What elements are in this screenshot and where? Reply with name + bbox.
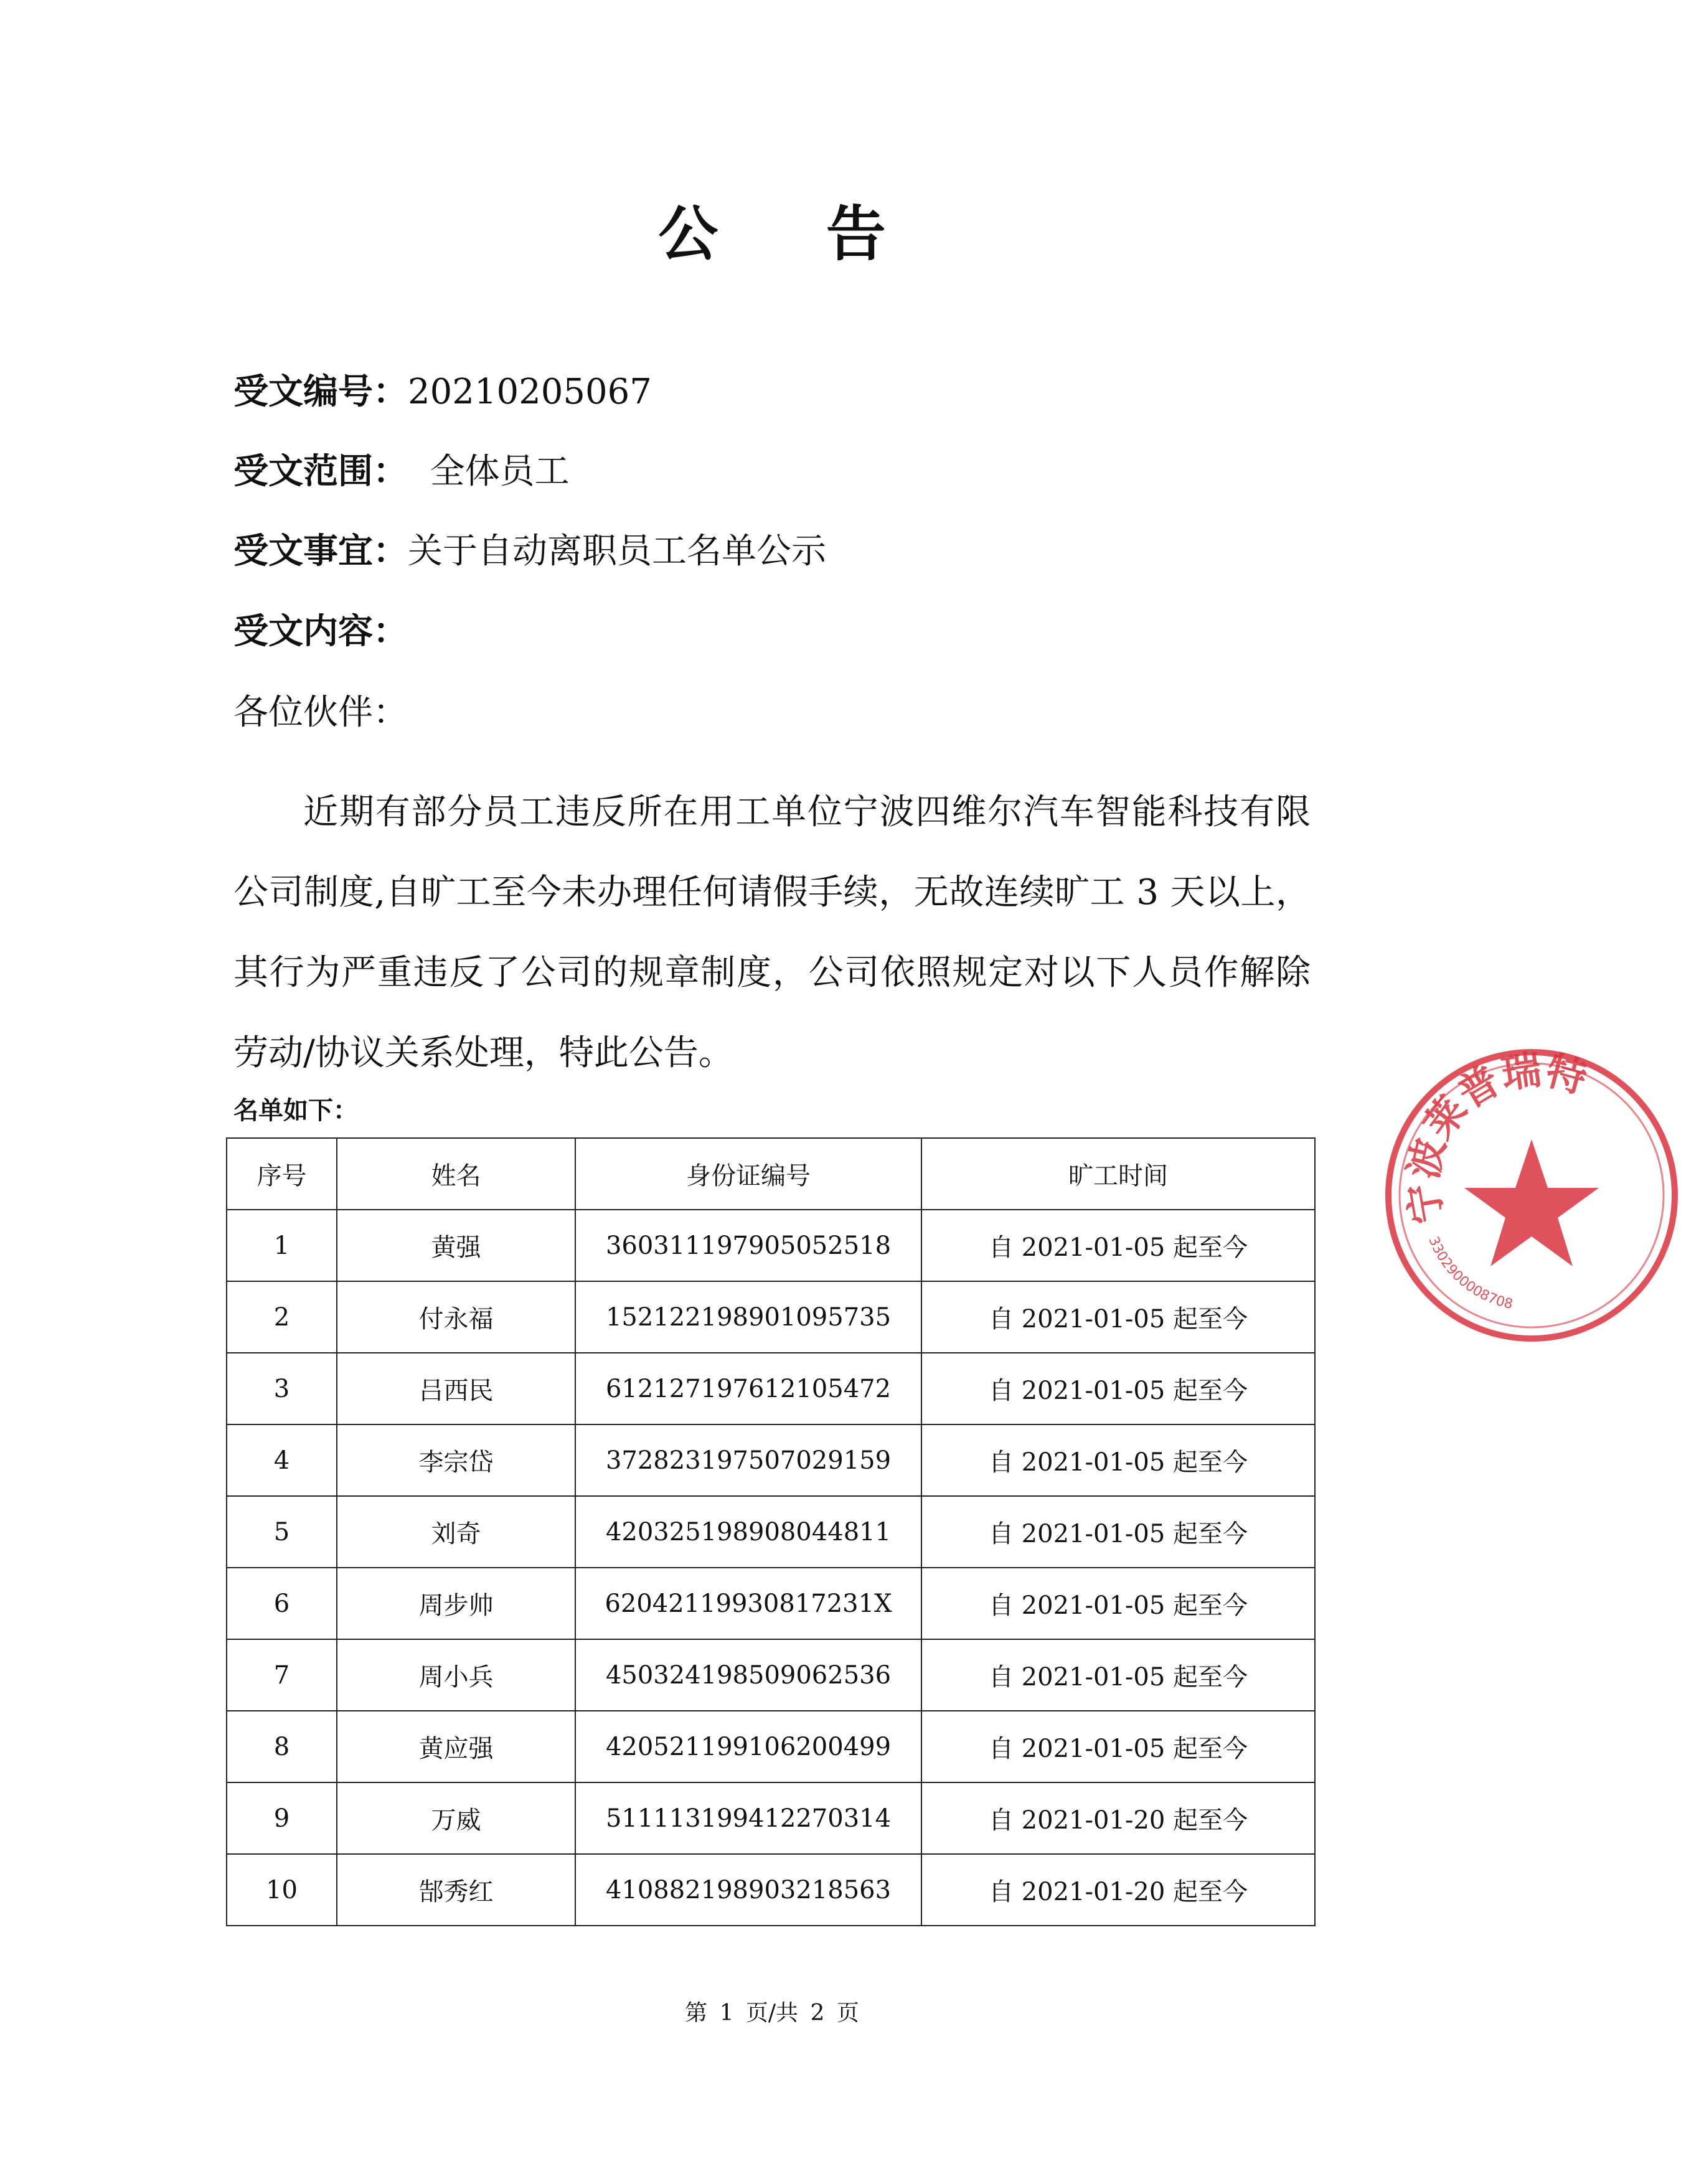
table-row xyxy=(227,1711,1315,1782)
table-header-row xyxy=(227,1138,1315,1210)
seal-name-text: 宁波莱普瑞特 xyxy=(1400,1047,1592,1227)
cell-name: 李宗岱 xyxy=(337,1424,575,1496)
subject-field xyxy=(233,530,826,573)
scope-field xyxy=(233,450,570,494)
cell-id-number: 450324198509062536 xyxy=(575,1639,921,1711)
content-field xyxy=(233,610,408,654)
cell-absence-time: 自 2021-01-20 起至今 xyxy=(921,1854,1315,1926)
cell-id-number: 152122198901095735 xyxy=(575,1281,921,1353)
table-row xyxy=(227,1281,1315,1353)
doc-number-value: 20210205067 xyxy=(408,372,652,412)
cell-name: 黄强 xyxy=(337,1210,575,1281)
cell-index: 6 xyxy=(227,1568,337,1639)
company-seal-stamp xyxy=(1370,1033,1681,1345)
cell-id-number: 372823197507029159 xyxy=(575,1424,921,1496)
cell-name: 万威 xyxy=(337,1782,575,1854)
page-title: 公 告 xyxy=(658,199,930,269)
cell-index: 5 xyxy=(227,1496,337,1568)
content-label: 受文内容： xyxy=(233,611,408,652)
cell-id-number: 410882198903218563 xyxy=(575,1854,921,1926)
scope-label: 受文范围： xyxy=(233,451,408,492)
cell-name: 刘奇 xyxy=(337,1496,575,1568)
table-row xyxy=(227,1424,1315,1496)
subject-label: 受文事宜： xyxy=(233,531,408,572)
scope-value: 全体员工 xyxy=(408,451,570,492)
list-title: 名单如下： xyxy=(233,1096,358,1125)
cell-absence-time: 自 2021-01-05 起至今 xyxy=(921,1568,1315,1639)
cell-index: 7 xyxy=(227,1639,337,1711)
header-id-number: 身份证编号 xyxy=(575,1138,921,1210)
doc-number-label: 受文编号： xyxy=(233,372,408,412)
table-row xyxy=(227,1353,1315,1424)
notice-body: 近期有部分员工违反所在用工单位宁波四维尔汽车智能科技有限公司制度,自旷工至今未办理任何请假手续，无故连续旷工 3 天以上，其行为严重违反了公司的规章制度，公司依照规定对以下人员作解除劳动/协议关系处理，特此公告。 xyxy=(233,792,1311,1073)
page-footer: 第 1 页/共 2 页 xyxy=(685,2000,859,2026)
cell-absence-time: 自 2021-01-05 起至今 xyxy=(921,1496,1315,1568)
cell-name: 付永福 xyxy=(337,1281,575,1353)
header-index: 序号 xyxy=(227,1138,337,1210)
cell-id-number: 420521199106200499 xyxy=(575,1711,921,1782)
cell-index: 8 xyxy=(227,1711,337,1782)
cell-absence-time: 自 2021-01-20 起至今 xyxy=(921,1782,1315,1854)
cell-id-number: 360311197905052518 xyxy=(575,1210,921,1281)
cell-absence-time: 自 2021-01-05 起至今 xyxy=(921,1210,1315,1281)
doc-number-field xyxy=(233,370,652,414)
cell-absence-time: 自 2021-01-05 起至今 xyxy=(921,1424,1315,1496)
cell-name: 黄应强 xyxy=(337,1711,575,1782)
subject-value: 关于自动离职员工名单公示 xyxy=(408,531,826,572)
cell-name: 周步帅 xyxy=(337,1568,575,1639)
cell-name: 吕西民 xyxy=(337,1353,575,1424)
salutation: 各位伙伴： xyxy=(233,692,408,733)
cell-index: 2 xyxy=(227,1281,337,1353)
cell-id-number: 62042119930817231X xyxy=(575,1568,921,1639)
cell-id-number: 612127197612105472 xyxy=(575,1353,921,1424)
cell-index: 10 xyxy=(227,1854,337,1926)
cell-index: 3 xyxy=(227,1353,337,1424)
seal-number-text: 3302900008708 xyxy=(1425,1234,1515,1313)
header-absence-time: 旷工时间 xyxy=(921,1138,1315,1210)
cell-id-number: 420325198908044811 xyxy=(575,1496,921,1568)
cell-absence-time: 自 2021-01-05 起至今 xyxy=(921,1353,1315,1424)
table-row xyxy=(227,1639,1315,1711)
cell-index: 4 xyxy=(227,1424,337,1496)
table-row xyxy=(227,1496,1315,1568)
header-name: 姓名 xyxy=(337,1138,575,1210)
seal-star-icon xyxy=(1464,1139,1599,1266)
cell-index: 9 xyxy=(227,1782,337,1854)
cell-index: 1 xyxy=(227,1210,337,1281)
cell-id-number: 511113199412270314 xyxy=(575,1782,921,1854)
dismissal-table xyxy=(226,1137,1316,1926)
cell-absence-time: 自 2021-01-05 起至今 xyxy=(921,1639,1315,1711)
table-row xyxy=(227,1210,1315,1281)
table-row xyxy=(227,1782,1315,1854)
table-row xyxy=(227,1568,1315,1639)
cell-absence-time: 自 2021-01-05 起至今 xyxy=(921,1711,1315,1782)
cell-name: 郜秀红 xyxy=(337,1854,575,1926)
cell-name: 周小兵 xyxy=(337,1639,575,1711)
cell-absence-time: 自 2021-01-05 起至今 xyxy=(921,1281,1315,1353)
table-row xyxy=(227,1854,1315,1926)
